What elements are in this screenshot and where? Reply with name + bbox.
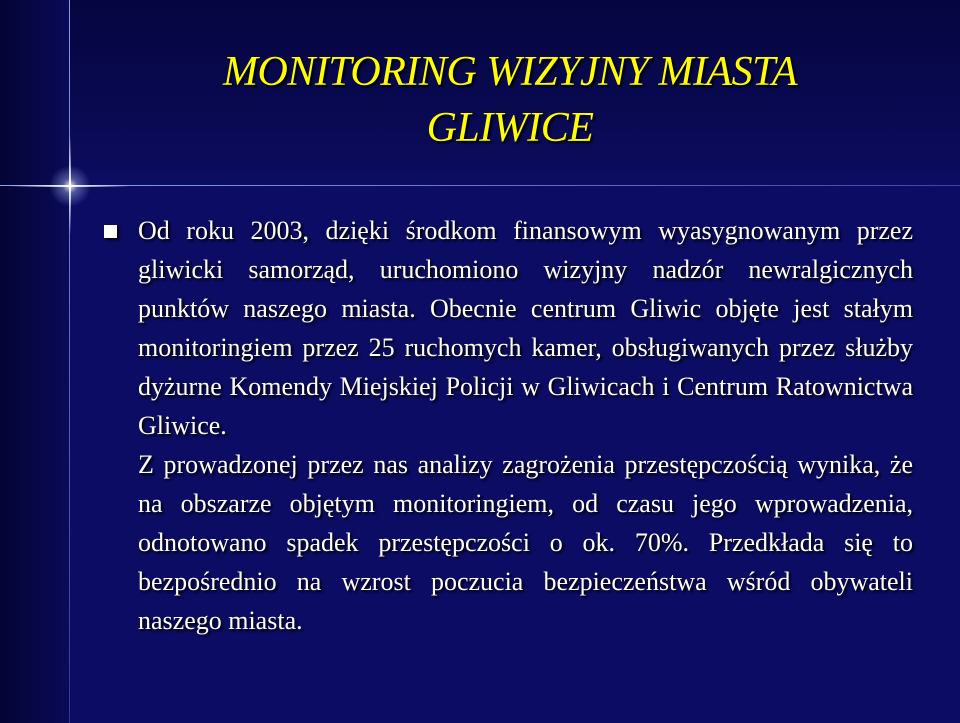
- slide-body: [138, 211, 913, 640]
- slide-title: [80, 44, 940, 156]
- slide-title-line-1: MONITORING WIZYJNY MIASTA: [223, 49, 797, 95]
- body-paragraph-2: Z prowadzonej przez nas analizy zagrożenia przestępczością wynika, że na obszarze objętym monitoringiem, od czasu jego wprowadzenia, odnotowano spadek przestępczości o ok. 70%. Przedkłada się to bezpośrednio na wzrost poczucia bezpieczeństwa wśród obywateli naszego miasta.: [138, 450, 913, 635]
- slide-title-line-2: GLIWICE: [426, 105, 594, 151]
- background-left-band: [0, 0, 70, 723]
- decorative-vertical-line: [69, 0, 70, 723]
- decorative-horizontal-line: [0, 185, 960, 186]
- bullet-square-icon: [104, 225, 117, 238]
- body-paragraph-1: Od roku 2003, dzięki środkom finansowym wyasygnowanym przez gliwicki samorząd, uruchomiono wizyjny nadzór newralgicznych punktów naszego miasta. Obecnie centrum Gliwic objęte jest stałym monitoringiem przez 25 ruchomych kamer, obsługiwanych przez służby dyżurne Komendy Miejskiej Policji w Gliwicach i Centrum Ratownictwa Gliwice.: [138, 216, 913, 440]
- sparkle-horizontal-ray: [10, 185, 130, 187]
